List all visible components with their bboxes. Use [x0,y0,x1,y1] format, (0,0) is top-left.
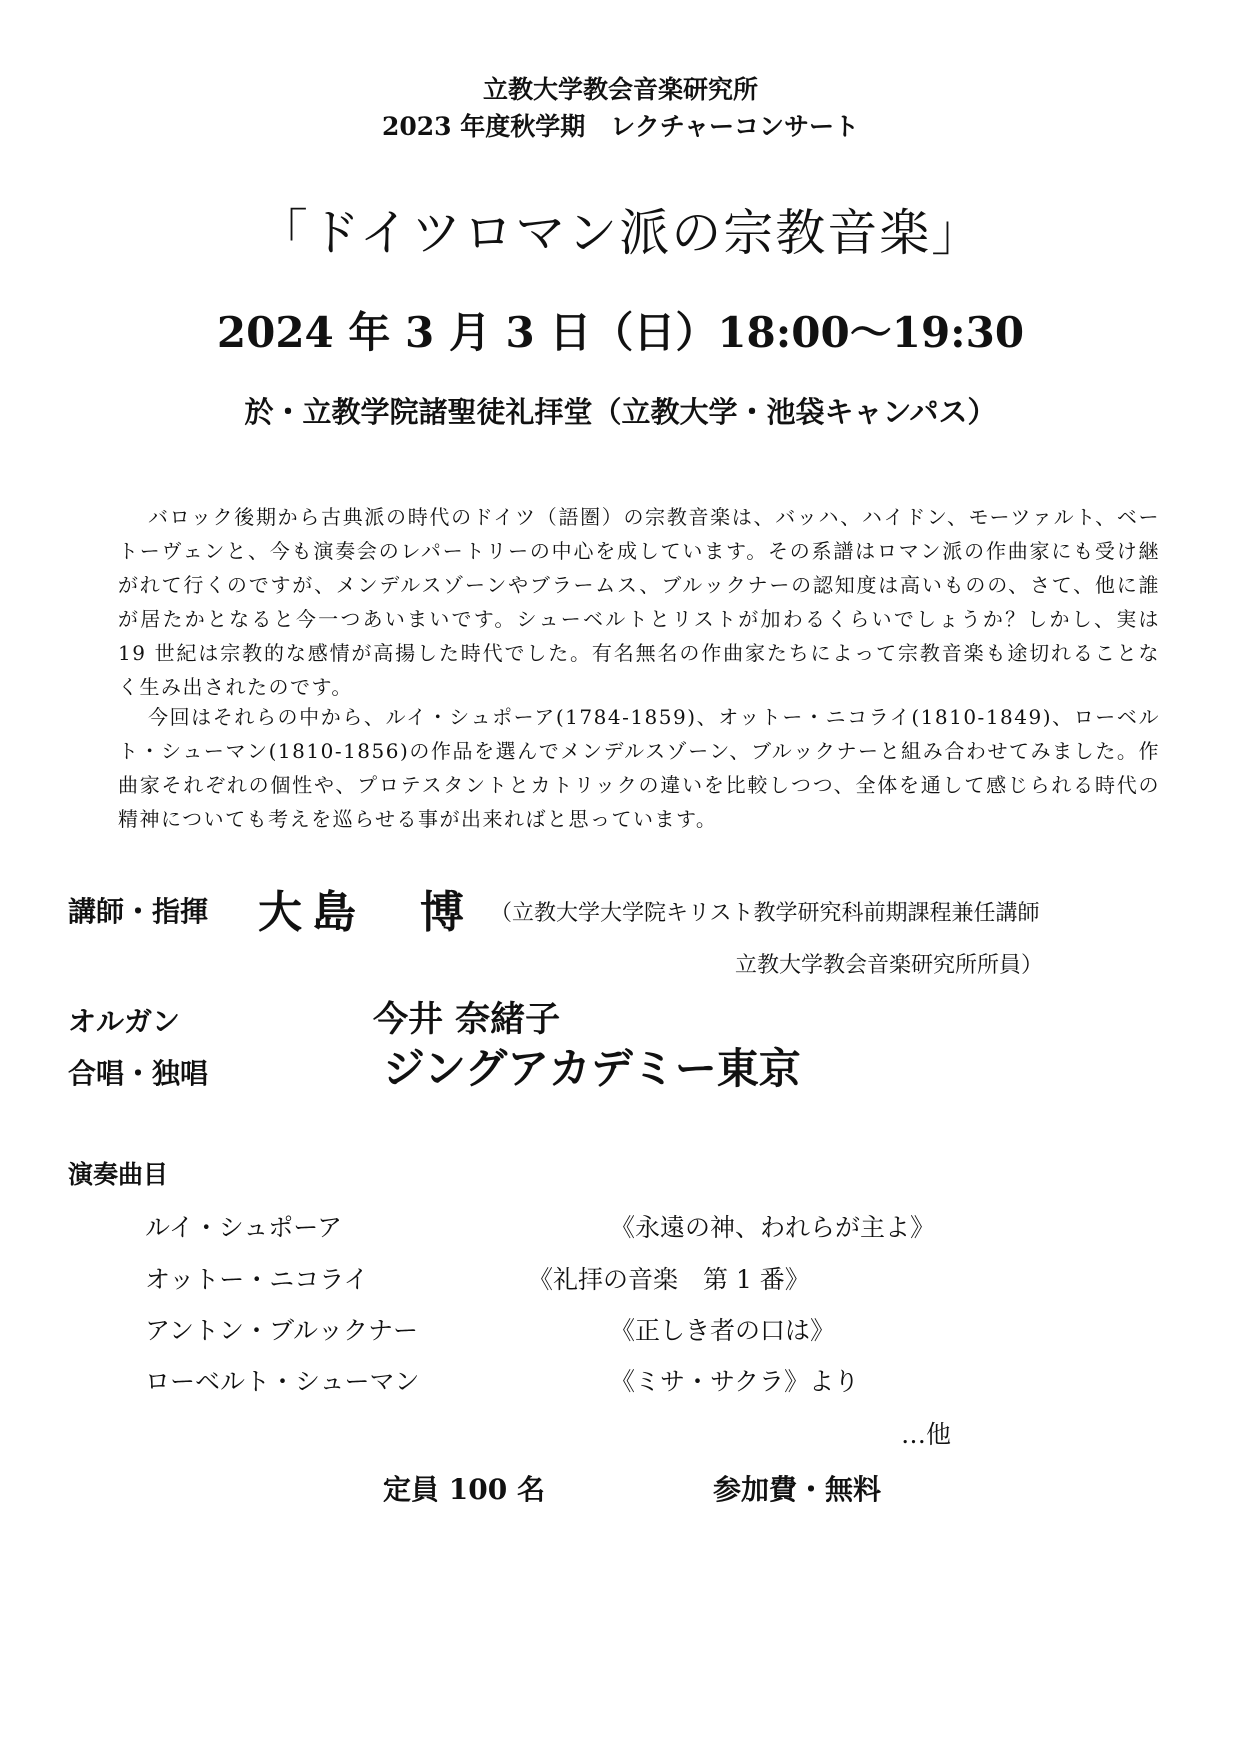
repertoire-work: 《ミサ・サクラ》より [610,1367,860,1396]
choir-name: ジングアカデミー東京 [383,1044,801,1093]
concert-datetime: 2024 年 3 月 3 日（日）18:00〜19:30 [216,308,1025,357]
repertoire-work: 《正しき者の口は》 [610,1316,836,1345]
organizer: 立教大学教会音楽研究所 [482,75,758,104]
repertoire-work: 《礼拝の音楽 第 1 番》 [528,1265,810,1294]
concert-venue: 於・立教学院諸聖徒礼拝堂（立教大学・池袋キャンパス） [244,395,997,429]
fee-label: 参加費・無料 [713,1473,882,1506]
concert-title: 「ドイツロマン派の宗教音楽」 [257,204,984,262]
intro-paragraph-2: 今回はそれらの中から、ルイ・シュポーア(1784-1859)、オットー・ニコライ(1810-1849)、ローベルト・シューマン(1810-1856)の作品を選んでメンデルスゾーン、ブルックナーと組み合わせてみました。作曲家それぞれの個性や、プロテスタントとカトリックの違いを比較しつつ、全体を通して感じられる時代の精神についても考えを巡らせる事が出来ればと思っています。 [118,705,1160,831]
term-label: 2023 年度秋学期 レクチャーコンサート [381,112,860,141]
repertoire-work: 《永遠の神、われらが主よ》 [610,1213,936,1242]
repertoire-composer: ローベルト・シューマン [145,1367,420,1396]
conductor-role: 講師・指揮 [68,895,209,928]
organ-role: オルガン [68,1005,181,1038]
conductor-name: 大島 博 [258,887,474,938]
intro-paragraph-1: バロック後期から古典派の時代のドイツ（語圏）の宗教音楽は、バッハ、ハイドン、モーツァルト、ベートーヴェンと、今も演奏会のレパートリーの中心を成しています。その系譜はロマン派の作曲家にも受け継がれて行くのですが、メンデルスゾーンやブラームス、ブルックナーの認知度は高いものの、さて、他に誰が居たかとなると今一つあいまいです。シューベルトとリストが加わるくらいでしょうか？しかし、実は 19 世紀は宗教的な感情が高揚した時代でした。有名無名の作曲家たちによって宗教音楽も途切れることなく生み出されたのです。 [118,505,1160,699]
repertoire-composer: アントン・ブルックナー [145,1316,419,1345]
conductor-affiliation-2: 立教大学教会音楽研究所所員） [734,953,1043,978]
repertoire-composer: ルイ・シュポーア [145,1213,343,1242]
conductor-affiliation-1: （立教大学大学院キリスト教学研究科前期課程兼任講師 [490,901,1040,926]
repertoire-etc: …他 [900,1420,951,1449]
capacity-label: 定員 100 名 [383,1473,545,1506]
choir-role: 合唱・独唱 [68,1057,209,1090]
repertoire-composer: オットー・ニコライ [145,1265,369,1294]
repertoire-heading: 演奏曲目 [68,1160,169,1189]
organist-name: 今井 奈緒子 [373,999,561,1040]
